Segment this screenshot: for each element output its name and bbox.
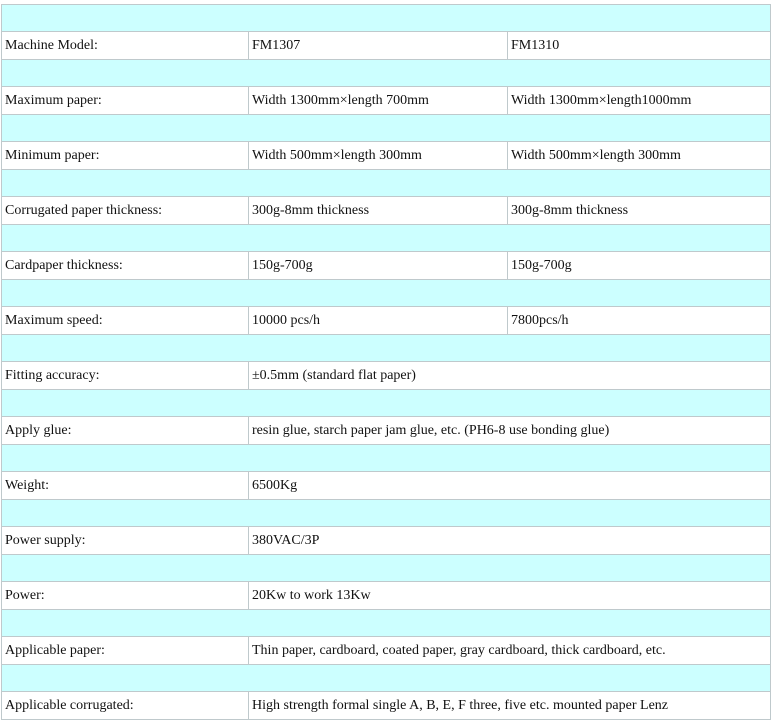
spec-value: ±0.5mm (standard flat paper) (249, 362, 771, 390)
spec-value-fm1310: Width 1300mm×length1000mm (508, 87, 771, 115)
separator-row (2, 60, 771, 87)
separator-cell (2, 170, 771, 197)
spec-label: Weight: (2, 472, 249, 500)
spec-row (2, 417, 771, 445)
spec-table (1, 4, 771, 720)
separator-row (2, 445, 771, 472)
spec-row (2, 692, 771, 720)
separator-row (2, 500, 771, 527)
spec-value: High strength formal single A, B, E, F three, five etc. mounted paper Lenz (249, 692, 771, 720)
separator-row (2, 5, 771, 32)
spec-value-fm1307: Width 500mm×length 300mm (249, 142, 508, 170)
separator-cell (2, 665, 771, 692)
separator-cell (2, 500, 771, 527)
separator-cell (2, 390, 771, 417)
separator-cell (2, 280, 771, 307)
spec-value-fm1307: 150g-700g (249, 252, 508, 280)
spec-label: Power: (2, 582, 249, 610)
separator-row (2, 115, 771, 142)
spec-value-fm1307: 10000 pcs/h (249, 307, 508, 335)
spec-label: Maximum speed: (2, 307, 249, 335)
separator-cell (2, 335, 771, 362)
separator-row (2, 390, 771, 417)
spec-row (2, 252, 771, 280)
spec-value-fm1307: FM1307 (249, 32, 508, 60)
spec-label: Apply glue: (2, 417, 249, 445)
spec-value-fm1307: 300g-8mm thickness (249, 197, 508, 225)
spec-value: 380VAC/3P (249, 527, 771, 555)
spec-value: 20Kw to work 13Kw (249, 582, 771, 610)
spec-table-body (2, 5, 771, 720)
separator-row (2, 555, 771, 582)
separator-row (2, 335, 771, 362)
separator-cell (2, 115, 771, 142)
spec-row (2, 87, 771, 115)
separator-row (2, 225, 771, 252)
spec-value-fm1310: 150g-700g (508, 252, 771, 280)
spec-label: Applicable paper: (2, 637, 249, 665)
separator-cell (2, 555, 771, 582)
spec-label: Applicable corrugated: (2, 692, 249, 720)
spec-row (2, 472, 771, 500)
spec-row (2, 307, 771, 335)
spec-row (2, 197, 771, 225)
spec-row (2, 142, 771, 170)
spec-label: Fitting accuracy: (2, 362, 249, 390)
separator-row (2, 280, 771, 307)
spec-row (2, 32, 771, 60)
spec-label: Machine Model: (2, 32, 249, 60)
spec-label: Power supply: (2, 527, 249, 555)
separator-cell (2, 5, 771, 32)
separator-row (2, 170, 771, 197)
spec-value: 6500Kg (249, 472, 771, 500)
spec-label: Corrugated paper thickness: (2, 197, 249, 225)
separator-cell (2, 445, 771, 472)
spec-label: Maximum paper: (2, 87, 249, 115)
spec-value: Thin paper, cardboard, coated paper, gray cardboard, thick cardboard, etc. (249, 637, 771, 665)
spec-label: Cardpaper thickness: (2, 252, 249, 280)
separator-row (2, 665, 771, 692)
spec-row (2, 637, 771, 665)
spec-value-fm1310: 7800pcs/h (508, 307, 771, 335)
spec-value-fm1310: FM1310 (508, 32, 771, 60)
spec-label: Minimum paper: (2, 142, 249, 170)
separator-row (2, 610, 771, 637)
spec-row (2, 362, 771, 390)
separator-cell (2, 610, 771, 637)
spec-row (2, 582, 771, 610)
spec-value: resin glue, starch paper jam glue, etc. (PH6-8 use bonding glue) (249, 417, 771, 445)
spec-value-fm1310: Width 500mm×length 300mm (508, 142, 771, 170)
spec-value-fm1310: 300g-8mm thickness (508, 197, 771, 225)
separator-cell (2, 225, 771, 252)
spec-value-fm1307: Width 1300mm×length 700mm (249, 87, 508, 115)
spec-row (2, 527, 771, 555)
separator-cell (2, 60, 771, 87)
